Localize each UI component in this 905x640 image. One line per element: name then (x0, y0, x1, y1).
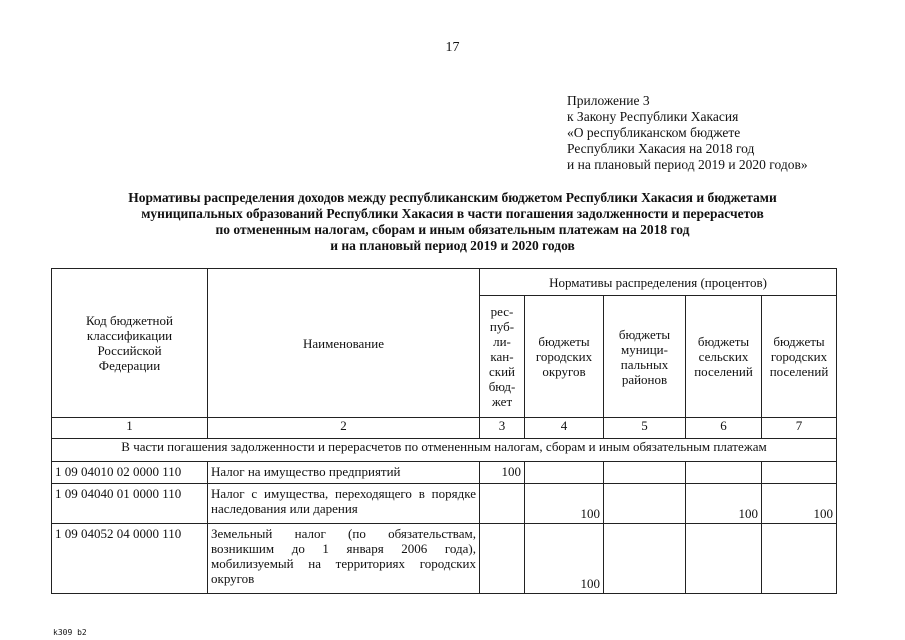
title-line: Нормативы распределения доходов между республиканским бюджетом Республики Хакасия и бюджетами (128, 190, 777, 205)
row-col6 (686, 524, 762, 594)
row-col7: 100 (762, 484, 837, 524)
row-col4: 100 (525, 484, 604, 524)
row-col5 (604, 484, 686, 524)
column-numbers-row (52, 418, 837, 439)
header-col5: бюджеты муници-пальных районов (604, 296, 686, 418)
appendix-block (567, 93, 808, 173)
appendix-line: «О республиканском бюджете (567, 125, 741, 140)
table-row (52, 462, 837, 484)
title-line: по отмененным налогам, сборам и иным обязательным платежам на 2018 год (215, 222, 690, 237)
row-col5 (604, 462, 686, 484)
row-col5 (604, 524, 686, 594)
row-name: Земельный налог (по обязательствам, возникшим до 1 января 2006 года), мобилизуемый на территориях городских округов (208, 524, 480, 594)
row-code: 1 09 04052 04 0000 110 (52, 524, 208, 594)
appendix-line: к Закону Республики Хакасия (567, 109, 739, 124)
header-name: Наименование (208, 269, 480, 418)
appendix-line: Республики Хакасия на 2018 год (567, 141, 755, 156)
column-number: 4 (525, 418, 604, 439)
section-row (52, 439, 837, 462)
column-number: 3 (480, 418, 525, 439)
page-number: 17 (445, 40, 460, 55)
header-group: Нормативы распределения (процентов) (480, 269, 837, 296)
row-col7 (762, 462, 837, 484)
document-title (60, 190, 845, 254)
header-code: Код бюджетной классификации Российской Федерации (52, 269, 208, 418)
row-col6 (686, 462, 762, 484)
column-number: 6 (686, 418, 762, 439)
header-col6: бюджеты сельских поселений (686, 296, 762, 418)
row-name: Налог с имущества, переходящего в порядке наследования или дарения (208, 484, 480, 524)
footer-code: k309 b2 (53, 628, 87, 637)
row-code: 1 09 04010 02 0000 110 (52, 462, 208, 484)
header-col3: рес-пуб-ли-кан-ский бюд-жет (480, 296, 525, 418)
row-col7 (762, 524, 837, 594)
row-col4 (525, 462, 604, 484)
row-code: 1 09 04040 01 0000 110 (52, 484, 208, 524)
row-col6: 100 (686, 484, 762, 524)
row-col3 (480, 524, 525, 594)
column-number: 1 (52, 418, 208, 439)
row-col3 (480, 484, 525, 524)
appendix-line: и на плановый период 2019 и 2020 годов» (567, 157, 808, 172)
row-name: Налог на имущество предприятий (208, 462, 480, 484)
column-number: 5 (604, 418, 686, 439)
section-title: В части погашения задолженности и перерасчетов по отмененным налогам, сборам и иным обязательным платежам (52, 439, 837, 462)
table-row (52, 524, 837, 594)
header-row (52, 269, 837, 296)
column-number: 2 (208, 418, 480, 439)
appendix-line: Приложение 3 (567, 93, 650, 108)
distribution-table (51, 268, 837, 594)
row-col4: 100 (525, 524, 604, 594)
table-row (52, 484, 837, 524)
row-col3: 100 (480, 462, 525, 484)
header-col4: бюджеты городских округов (525, 296, 604, 418)
header-col7: бюджеты городских поселений (762, 296, 837, 418)
title-line: муниципальных образований Республики Хакасия в части погашения задолженности и перерасчетов (141, 206, 764, 221)
title-line: и на плановый период 2019 и 2020 годов (330, 238, 575, 253)
column-number: 7 (762, 418, 837, 439)
